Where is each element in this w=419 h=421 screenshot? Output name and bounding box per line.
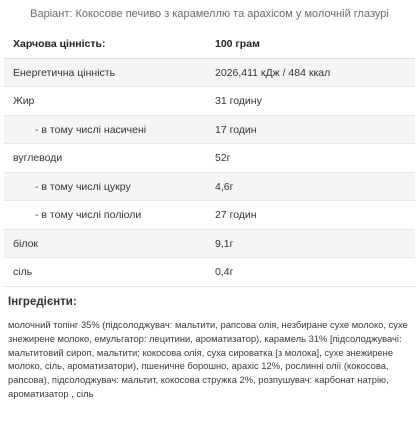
nutrient-name: - в тому числі насичені	[35, 123, 147, 136]
nutrient-value: 4,6г	[215, 180, 234, 193]
nutrient-name: вуглеводи	[13, 152, 63, 164]
nutrient-value: 17 годин	[215, 123, 257, 136]
nutrient-value: 2026,411 кДж / 484 ккал	[215, 66, 331, 79]
nutrient-value: 52г	[215, 152, 231, 164]
nutrition-header-value: 100 грам	[215, 38, 260, 50]
nutrient-name: сіль	[13, 266, 33, 278]
nutrition-row-carbohydrates	[4, 144, 415, 173]
nutrition-header-name: Харчова цінність:	[13, 38, 106, 50]
ingredients-title: Інгредієнти:	[8, 296, 77, 308]
nutrient-value: 0,4г	[215, 266, 234, 278]
nutrition-row-sugars	[4, 173, 415, 202]
ingredients-text: молочний топінг 35% (підсолоджувач: мальтити, рапсова олія, незбиране сухе молоко, сухе знежирене молоко, емульгатор: лецитини, ароматизатор), карамель 31% [підсолоджувачі: мальтитовий сироп, мальтити; кокосова олія, суха сироватка [з молока], сухе знежирене молоко, сіль, ароматизатори), пшеничне борошно, арахіс 12%, рослинні олії (кокосова, рапсова), підсолоджувач: мальтит, кокосова стружка 2%, розпушувач: карбонат натрію, ароматизатор , сіль	[8, 319, 408, 399]
nutrient-name: - в тому числі цукру	[35, 180, 131, 193]
nutrition-header-row	[4, 30, 415, 59]
nutrient-name: Жир	[13, 95, 35, 107]
nutrient-name: - в тому числі поліоли	[35, 209, 142, 221]
nutrient-name: білок	[13, 237, 39, 250]
nutrition-row-fat	[4, 87, 415, 116]
nutrition-row-polyols	[4, 201, 415, 230]
nutrient-value: 31 годину	[215, 95, 262, 107]
nutrient-value: 27 годин	[215, 209, 257, 221]
nutrition-row-salt	[4, 258, 415, 287]
variant-label: Варіант: Кокосове печиво з карамеллю та арахісом у молочній глазурі	[30, 8, 389, 20]
nutrition-row-energy	[4, 59, 415, 88]
nutrient-name: Енергетична цінність	[13, 66, 116, 79]
nutrient-value: 9,1г	[215, 237, 234, 250]
nutrition-table	[4, 30, 415, 287]
nutrition-row-protein	[4, 230, 415, 259]
nutrition-row-saturated	[4, 116, 415, 145]
